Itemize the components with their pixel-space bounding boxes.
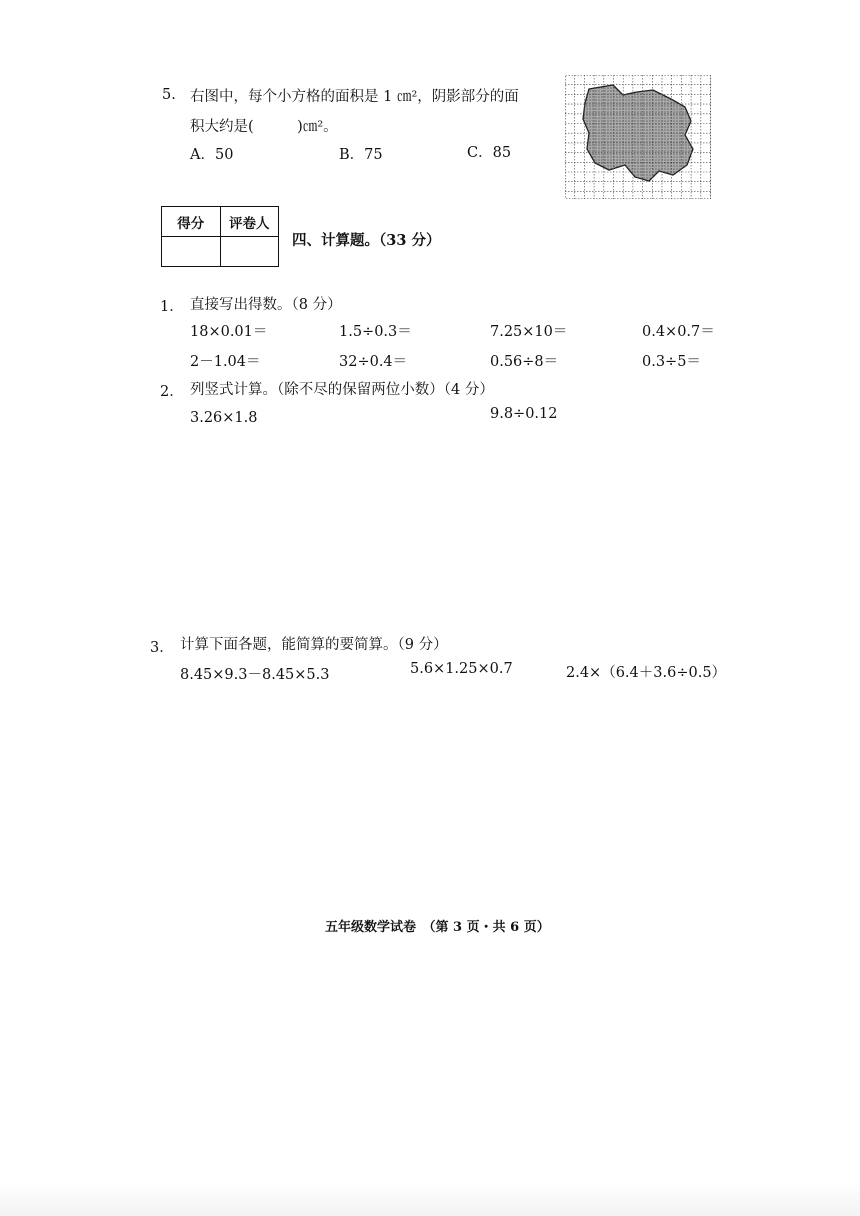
p1-r1-c4: 0.4×0.7＝ [642, 324, 715, 340]
q5-number: 5. [162, 87, 176, 103]
p1-r2-c3: 0.56÷8＝ [490, 354, 559, 370]
p2-item-2: 9.8÷0.12 [490, 406, 558, 422]
p3-item-1: 8.45×9.3－8.45×5.3 [180, 667, 330, 683]
score-cell[interactable] [162, 237, 221, 267]
p1-r2-c1: 2－1.04＝ [190, 354, 261, 370]
grader-cell[interactable] [220, 237, 279, 267]
p1-number: 1． [160, 299, 184, 315]
score-header: 得分 [162, 207, 221, 237]
p3-title: 计算下面各题，能简算的要简算。（9 分） [180, 637, 448, 653]
page-footer: 五年级数学试卷 （第 3 页・共 6 页） [325, 920, 550, 935]
p1-r1-c1: 18×0.01＝ [190, 324, 268, 340]
page-bottom-edge [0, 1180, 860, 1216]
p2-item-1: 3.26×1.8 [190, 410, 258, 426]
p1-r1-c2: 1.5÷0.3＝ [339, 324, 412, 340]
p1-title: 直接写出得数。（8 分） [190, 297, 342, 313]
grader-header: 评卷人 [220, 207, 279, 237]
section-title: 四、计算题。（33 分） [292, 232, 441, 249]
p3-number: 3． [150, 640, 174, 656]
p2-number: 2． [160, 384, 184, 400]
p3-item-3: 2.4×（6.4＋3.6÷0.5） [566, 665, 727, 681]
p1-r2-c4: 0.3÷5＝ [642, 354, 701, 370]
p2-title: 列竖式计算。（除不尽的保留两位小数）（4 分） [190, 382, 494, 398]
grid-figure-svg [565, 75, 711, 199]
grid-figure [565, 75, 711, 199]
p3-item-2: 5.6×1.25×0.7 [410, 661, 513, 677]
q5-line1: 右图中，每个小方格的面积是 1 ㎝²，阴影部分的面 [190, 89, 519, 105]
q5-option-b: B．75 [339, 147, 383, 163]
q5-option-a: A．50 [190, 147, 234, 163]
p1-r1-c3: 7.25×10＝ [490, 324, 568, 340]
q5-line2: 积大约是( )㎝²。 [190, 119, 338, 135]
q5-option-c: C．85 [467, 145, 512, 161]
score-table [161, 206, 279, 267]
p1-r2-c2: 32÷0.4＝ [339, 354, 408, 370]
